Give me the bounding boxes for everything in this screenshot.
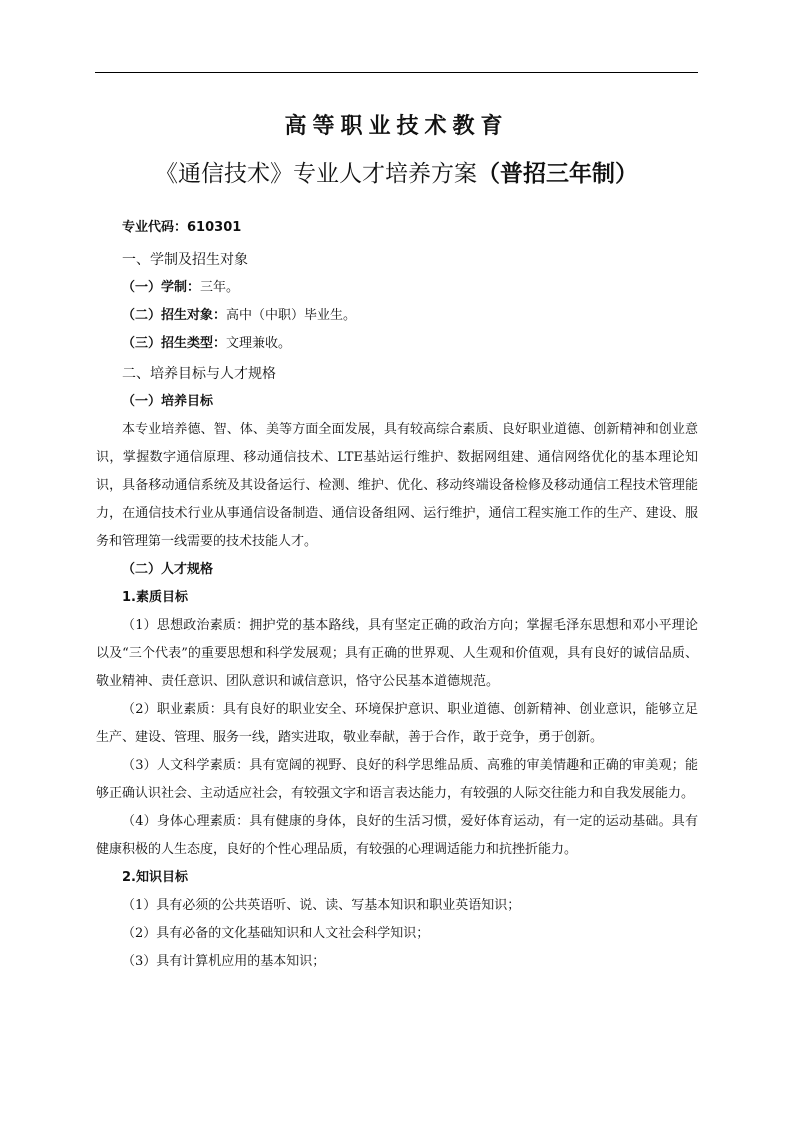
quality-item: （3）人文科学素质：具有宽阔的视野、良好的科学思维品质、高雅的审美情趣和正确的审美观；能够正确认识社会、主动适应社会，有较强文字和语言表达能力，有较强的人际交往能力和自我发展能力。	[96, 758, 698, 801]
quality-item: （1）思想政治素质：拥护党的基本路线，具有坚定正确的政治方向；掌握毛泽东思想和邓小平理论以及“三个代表”的重要思想和科学发展观；具有正确的世界观、人生观和价值观，具有良好的诚信品质、敬业精神、责任意识、团队意识和诚信意识，恪守公民基本道德规范。	[96, 618, 698, 689]
major-code-value: 610301	[187, 220, 242, 235]
spec-heading: （二）人才规格	[122, 562, 214, 577]
subtitle-text: 《通信技术》专业人才培养方案	[155, 161, 477, 187]
knowledge-item: （3）具有计算机应用的基本知识；	[122, 954, 326, 969]
quality-item: （4）身体心理素质：具有健康的身体，良好的生活习惯，爱好体育运动，有一定的运动基础。具有健康积极的人生态度，良好的个性心理品质，有较强的心理调适能力和抗挫折能力。	[96, 814, 698, 857]
major-code-label: 专业代码：	[122, 220, 188, 235]
quality-item: （2）职业素质：具有良好的职业安全、环境保护意识、职业道德、创新精神、创业意识，能够立足生产、建设、管理、服务一线，踏实进取，敬业奉献，善于合作，敢于竞争，勇于创新。	[96, 702, 698, 745]
item-enrollment-target: （二）招生对象：高中（中职）毕业生。	[122, 308, 357, 323]
goal-paragraph: 本专业培养德、智、体、美等方面全面发展，具有较高综合素质、良好职业道德、创新精神和创业意识，掌握数字通信原理、移动通信技术、LTE基站运行维护、数据网组建、通信网络优化的基本理论知识，具备移动通信系统及其设备运行、检测、维护、优化、移动终端设备检修及移动通信工程技术管理能力，在通信技术行业从事通信设备制造、通信设备组网、运行维护，通信工程实施工作的生产、建设、服务和管理第一线需要的技术技能人才。	[96, 422, 698, 549]
subtitle-program-type: （普招三年制）	[477, 161, 638, 187]
knowledge-heading: 2.知识目标	[122, 870, 188, 885]
goal-heading: （一）培养目标	[122, 394, 214, 409]
major-code	[96, 214, 698, 242]
section-1-heading: 一、学制及招生对象	[122, 252, 248, 268]
knowledge-item: （1）具有必须的公共英语听、说、读、写基本知识和职业英语知识；	[122, 898, 521, 913]
document-title: 高等职业技术教育	[284, 114, 509, 139]
section-2-heading: 二、培养目标与人才规格	[122, 366, 276, 382]
header-rule	[95, 72, 698, 73]
quality-heading: 1.素质目标	[122, 590, 188, 605]
knowledge-item: （2）具有必备的文化基础知识和人文社会科学知识；	[122, 926, 430, 941]
document-subtitle	[0, 158, 793, 190]
item-duration: （一）学制：三年。	[122, 280, 240, 295]
item-enrollment-type: （三）招生类型：文理兼收。	[122, 336, 292, 351]
document-body	[96, 214, 698, 976]
